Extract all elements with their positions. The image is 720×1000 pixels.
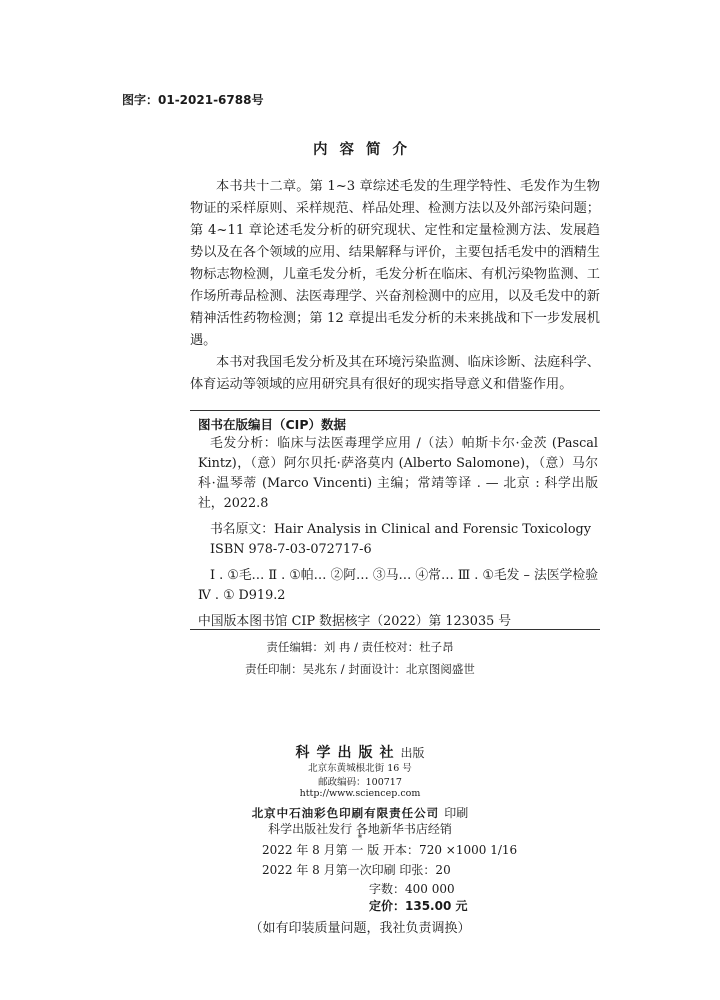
printer-line: [0, 802, 720, 821]
printing-info: 2022 年 8 月第一次印刷 印张：20: [262, 863, 451, 877]
publisher-line: [0, 742, 720, 762]
publisher-suffix: 出版: [400, 746, 425, 760]
price: 定价：135.00 元: [369, 899, 468, 913]
summary-paragraph: 本书共十二章。第 1~3 章综述毛发的生理学特性、毛发作为生物物证的采样原则、采样规范、样品处理、检测方法以及外部污染问题；第 4~11 章论述毛发分析的研究现状、定性和定量检测方法、发展趋势以及在各个领域的应用、结果解释与评价，主要包括毛发中的酒精生物标志物检测，儿童毛发分析，毛发分析在临床、有机污染物监测、工作场所毒品检测、法医毒理学、兴奋剂检测中的应用，以及毛发中的新精神活性药物检测；第 12 章提出毛发分析的未来挑战和下一步发展机遇。: [190, 179, 600, 348]
summary-paragraph: 本书对我国毛发分析及其在环境污染监测、临床诊断、法庭科学、体育运动等领域的应用研究具有很好的现实指导意义和借鉴作用。: [190, 355, 600, 392]
distribution-line: 科学出版社发行 各地新华书店经销: [268, 822, 452, 836]
publisher-postcode: 邮政编码：100717: [318, 777, 402, 788]
cip-isbn: ISBN 978-7-03-072717-6: [210, 542, 372, 557]
registration-number: 图字：01-2021-6788号: [122, 93, 264, 107]
summary-heading: 内容简介: [313, 142, 419, 158]
staff-editors: 责任编辑：刘 冉 / 责任校对：杜子昂: [266, 640, 454, 654]
cip-verification: 中国版本图书馆 CIP 数据核字（2022）第 123035 号: [198, 614, 512, 629]
edition-info: 2022 年 8 月第 一 版 开本：720 ×1000 1/16: [262, 843, 518, 857]
cip-heading: 图书在版编目（CIP）数据: [198, 417, 346, 432]
cip-record: [198, 434, 598, 632]
cip-original-title: 书名原文：Hair Analysis in Clinical and Forensic Toxicology: [210, 522, 591, 537]
summary-section: [190, 176, 600, 396]
printer-name: 北京中石油彩色印刷有限责任公司: [251, 806, 440, 820]
staff-production: 责任印制：吴兆东 / 封面设计：北京图阅盛世: [245, 662, 475, 676]
cip-subjects: Ⅰ . ①毛… Ⅱ . ①帕… ②阿… ③马… ④常… Ⅲ . ①毛发 – 法医学检验 Ⅳ . ① D919.2: [198, 568, 598, 603]
word-count: 字数：400 000: [369, 882, 455, 896]
publisher-name: 科学出版社: [295, 745, 401, 761]
publisher-website: http://www.sciencep.com: [299, 788, 421, 799]
printer-suffix: 印刷: [444, 806, 469, 820]
quality-note: （如有印装质量问题，我社负责调换）: [249, 921, 471, 936]
cip-top-rule: [190, 410, 600, 411]
cip-catalog-entry: 毛发分析：临床与法医毒理学应用 /（法）帕斯卡尔·金茨 (Pascal Kintz)，（意）阿尔贝托·萨洛莫内 (Alberto Salomone)，（意）马尔科·温琴蒂 (Marco Vincenti) 主编；常靖等译 . — 北京 : 科学出版社，2022.8: [198, 436, 598, 511]
publisher-address: 北京东黄城根北街 16 号: [308, 763, 412, 774]
cip-bottom-rule: [190, 629, 600, 630]
separator-star: *: [357, 834, 363, 844]
